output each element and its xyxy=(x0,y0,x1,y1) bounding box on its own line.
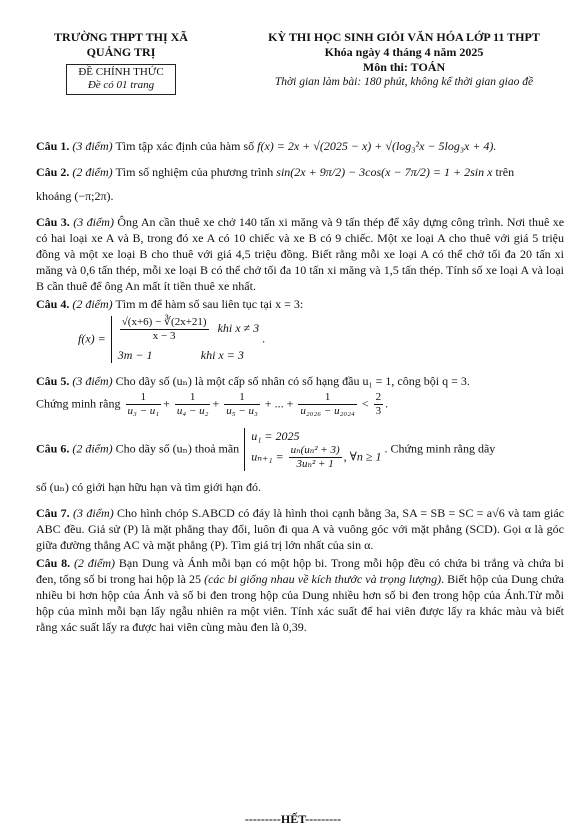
piecewise-system xyxy=(111,316,259,363)
recurrence-condition: , ∀n ≥ 1 xyxy=(343,449,382,464)
end-marker: ---------HẾT--------- xyxy=(244,812,342,826)
denominator: 3uₙ² + 1 xyxy=(296,458,334,470)
numerator: 2 xyxy=(375,391,382,403)
denominator: u₄ − u₂ xyxy=(176,405,209,417)
denominator: u₅ − u₃ xyxy=(226,405,258,417)
denominator: x − 3 xyxy=(152,330,176,342)
numerator: uₙ(uₙ² + 3) xyxy=(290,444,340,456)
fraction xyxy=(126,391,162,418)
question-text: Bạn Dung và Ánh mỗi bạn có một hộp bi. Trong mỗi hộp đều có chứa bi trắng và chứa bi đen, tổng số bi trong hai hộp là 25 xyxy=(36,556,565,586)
question-label: Câu 8. xyxy=(36,556,71,570)
fraction xyxy=(289,444,342,471)
school-block xyxy=(36,30,206,95)
condition: khi x = 3 xyxy=(200,348,244,362)
question-text: Tìm m để hàm số sau liên tục tại x = 3: xyxy=(115,297,304,311)
question-points: (2 điểm) xyxy=(73,556,116,570)
exam-title: KỲ THI HỌC SINH GIỎI VĂN HÓA LỚP 11 THPT xyxy=(268,30,540,44)
question-8 xyxy=(36,555,564,635)
school-name-line1: TRƯỜNG THPT THỊ XÃ xyxy=(54,30,188,44)
question-points: (2 điểm) xyxy=(72,297,113,311)
page-count: Đề có 01 trang xyxy=(87,79,155,91)
numerator: 1 xyxy=(126,391,162,405)
question-text: Cho dãy số (uₙ) là một cấp số nhân có số hạng đầu u₁ = 1, công bội q = 3. xyxy=(115,374,470,388)
question-label: Câu 3. xyxy=(36,215,70,229)
numerator: 1 xyxy=(224,391,260,405)
denominator: u₃ − u₁ xyxy=(127,405,160,417)
question-label: Câu 5. xyxy=(36,374,70,388)
question-points: (2 điểm) xyxy=(72,165,113,179)
numerator: 1 xyxy=(175,391,211,405)
official-label: ĐỀ CHÍNH THỨC xyxy=(78,66,164,78)
question-2 xyxy=(36,164,564,180)
denominator: 3 xyxy=(375,405,382,417)
recurrence-system xyxy=(244,428,381,471)
function-lhs: f(x) = xyxy=(78,331,106,346)
question-list xyxy=(36,138,564,635)
question-6-cont xyxy=(36,479,564,495)
question-label: Câu 2. xyxy=(36,165,70,179)
question-text: Tìm số nghiệm của phương trình xyxy=(115,165,274,179)
question-label: Câu 4. xyxy=(36,297,70,311)
question-text-cont: trên xyxy=(495,165,515,179)
fraction xyxy=(120,316,209,343)
question-text: Cho hình chóp S.ABCD có đáy là hình thoi cạnh bằng 3a, SA = SB = SC = a√6 và tam giác ABC đều. Giả sử (P) là mặt phẳng thay đổi, luôn đi qua A và vuông góc với mặt phẳng (SCD). Gọi α là góc giữa đường thẳng AC và mặt phẳng (P). Tìm giá trị lớn nhất của sin α. xyxy=(36,506,565,552)
piece-2 xyxy=(118,347,259,363)
recurrence-lhs: uₙ₊₁ = xyxy=(251,449,284,464)
ellipsis: + ... + xyxy=(264,396,294,411)
school-name-line2: QUẢNG TRỊ xyxy=(86,45,156,59)
denominator: u₂₀₂₆ − u₂₀₂₄ xyxy=(300,405,355,417)
case-value: 3m − 1 xyxy=(117,348,153,362)
question-text-cont: khoảng (−π;2π). xyxy=(36,189,114,203)
question-7 xyxy=(36,505,564,553)
prove-label: Chứng minh rằng xyxy=(36,396,121,411)
question-6 xyxy=(36,428,564,471)
question-points: (3 điểm) xyxy=(72,374,113,388)
question-4 xyxy=(36,296,564,312)
numerator: 1 xyxy=(298,391,357,405)
question-text-italic: (các bi giống nhau về kích thước và trọng lượng) xyxy=(204,572,442,586)
question-4-function xyxy=(78,316,564,363)
official-box xyxy=(66,64,176,95)
numerator: √(x+6) − ∛(2x+21) xyxy=(121,316,207,328)
fraction xyxy=(374,391,384,418)
question-3 xyxy=(36,214,564,294)
question-points: (2 điểm) xyxy=(72,441,113,456)
question-text-cont: . Chứng minh rằng dãy xyxy=(384,441,496,456)
question-points: (3 điểm) xyxy=(73,215,114,229)
less-than: < xyxy=(361,396,369,411)
exam-subject: Môn thi: TOÁN xyxy=(362,60,446,74)
question-text: Cho dãy số (uₙ) thoả mãn xyxy=(115,441,240,456)
fraction xyxy=(175,391,211,418)
question-text: Ông An cần thuê xe chở 140 tấn xi măng và 9 tấn thép để xây dựng công trình. Nơi thuê xe có hai loại xe A và B, trong đó xe A có 10 chiếc và xe B có 9 chiếc. Một xe loại A cho thuê với giá 5 triệu đồng và một xe loại B cho thuê với giá 4,5 triệu đồng. Biết rằng mỗi xe loại A có thể chở tối đa 20 tấn xi măng và 0,6 tấn thép, mỗi xe loại B có thể chở tối đa 10 tấn xi măng và 1,5 tấn thép. Tính số xe loại A và loại B cần thuê để ông An mất ít tiền thuê xe nhất. xyxy=(36,215,565,293)
piece-1 xyxy=(118,316,259,343)
exam-duration: Thời gian làm bài: 180 phút, không kể thời gian giao đề xyxy=(274,76,534,88)
fraction xyxy=(298,391,357,418)
formula: f(x) = 2x + √(2025 − x) + √(log₃²x − 5log₃x + 4). xyxy=(257,139,497,153)
question-points: (3 điểm) xyxy=(73,506,114,520)
question-5-inequality: Chứng minh rằng $\frac{1}{\text{u₃ − u₁}}$ + $\frac{1}{\text{u₄ − u₂}}$ + $\frac{1}{\text{u₅ − u₃}}$ + ... + $\frac{1}{\text{u₂₀₂₆ − u₂₀₂₄}}$ < $\frac{2}{3}$ . xyxy=(36,391,389,417)
initial-term: u₁ = 2025 xyxy=(251,429,300,443)
question-1 xyxy=(36,138,564,154)
question-label: Câu 1. xyxy=(36,139,70,153)
exam-header xyxy=(36,30,572,108)
question-text: Tìm tập xác định của hàm số xyxy=(115,139,255,153)
fraction xyxy=(224,391,260,418)
question-2-cont xyxy=(36,188,564,204)
question-text-cont: số (uₙ) có giới hạn hữu hạn và tìm giới hạn đó. xyxy=(36,480,262,494)
condition: khi x ≠ 3 xyxy=(217,321,260,336)
question-5 xyxy=(36,373,564,389)
formula: sin(2x + 9π/2) − 3cos(x − 7π/2) = 1 + 2sin x xyxy=(276,165,493,179)
exam-info-block xyxy=(232,30,576,90)
recurrence xyxy=(251,444,381,471)
exam-date: Khóa ngày 4 tháng 4 năm 2025 xyxy=(324,45,484,59)
question-points: (3 điểm) xyxy=(72,139,113,153)
question-label: Câu 7. xyxy=(36,506,70,520)
question-text-cont: . Biết hộp của Dung chứa nhiều bi hơn hộp của Ánh và số bi đen trong hộp của Dung nhiều hơn số bi đen trong hộp của Ánh.Từ mỗi hộp của mình mỗi bạn lấy ngẫu nhiên ra một viên. Tính xác suất để hai viên được lấy ra khác màu và biết rằng xác suất lấy ra được hai viên cùng màu đen là 0,39. xyxy=(36,572,564,634)
question-label: Câu 6. xyxy=(36,441,70,456)
punctuation: . xyxy=(262,331,266,346)
